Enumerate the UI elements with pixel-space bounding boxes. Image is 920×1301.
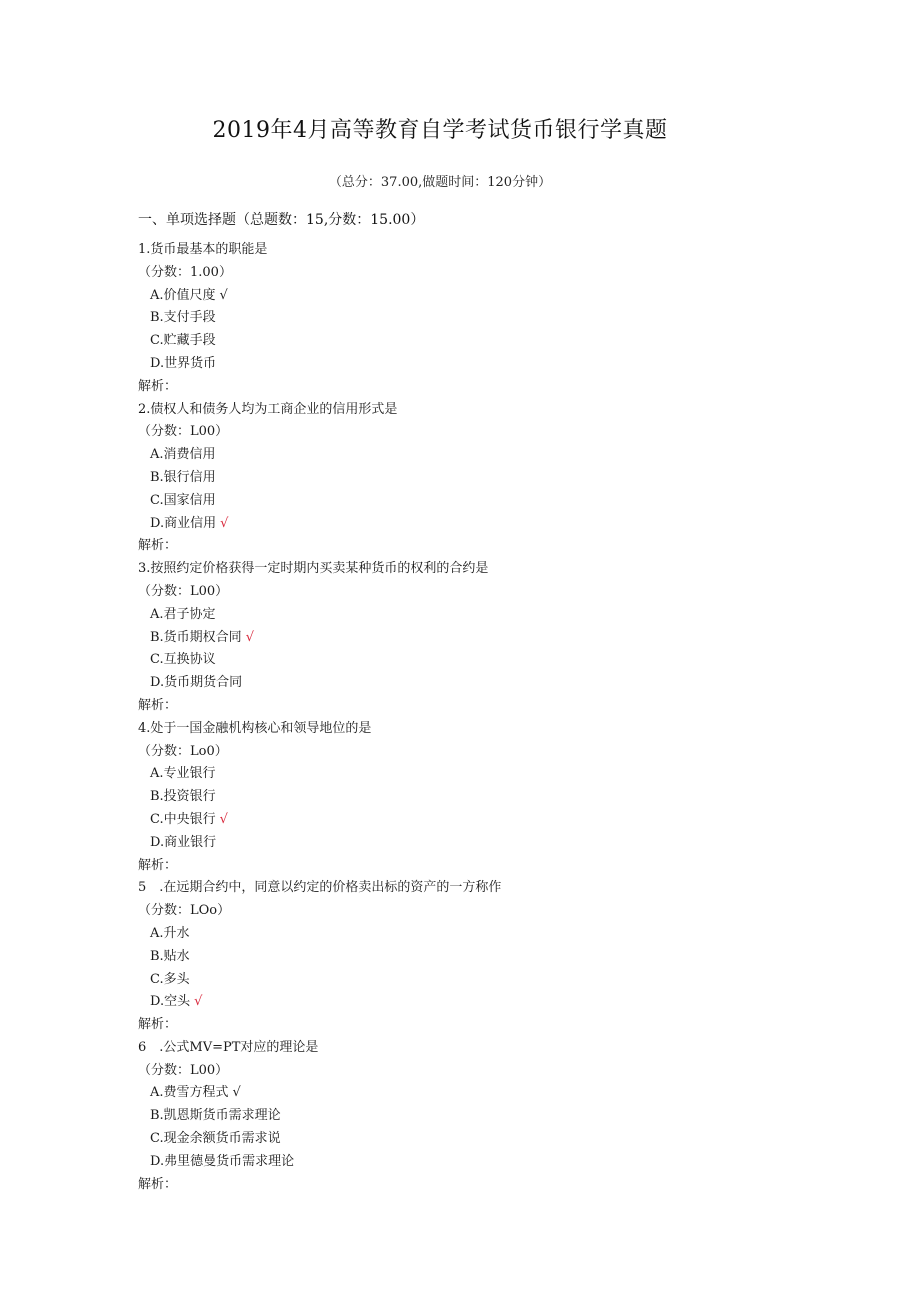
option-text: B.投资银行: [150, 789, 216, 805]
option-text: A.升水: [150, 925, 190, 941]
option-text: D.货币期货合同: [150, 675, 243, 691]
answer-option: [138, 353, 838, 376]
analysis-label: 解析：: [138, 538, 178, 554]
answer-option: [138, 1128, 838, 1151]
option-text: C.多头: [150, 971, 190, 987]
option-text: B.银行信用: [150, 469, 216, 485]
answer-option: [138, 1105, 838, 1128]
question-stem: 1.货币最基本的职能是: [138, 242, 268, 257]
question-stem: 2.债权人和债务人均为工商企业的信用形式是: [138, 401, 398, 417]
question-score: （分数：1.00）: [138, 264, 232, 280]
answer-option: [138, 991, 838, 1014]
answer-option: [138, 923, 838, 946]
option-text: D.商业银行: [150, 834, 217, 850]
option-text: B.贴水: [150, 948, 190, 964]
question-list: [138, 239, 838, 1196]
option-text: C.贮藏手段: [150, 333, 216, 349]
answer-option: [138, 1082, 838, 1105]
analysis-label: 解析：: [138, 1017, 178, 1033]
answer-option: [138, 672, 838, 695]
checkmark-icon: √: [220, 515, 229, 531]
option-text: C.中央银行: [150, 811, 216, 827]
answer-option: [138, 832, 838, 855]
answer-option: [138, 649, 838, 672]
answer-option: [138, 1151, 838, 1174]
question-stem: 6 .公式MV=PT对应的理论是: [138, 1039, 319, 1055]
question-score: （分数：Lo0）: [138, 743, 228, 759]
option-text: C.现金余额货币需求说: [150, 1131, 281, 1147]
question-stem: 4.处于一国金融机构核心和领导地位的是: [138, 720, 372, 736]
answer-option: [138, 467, 838, 490]
analysis-label: 解析：: [138, 1176, 178, 1192]
answer-option: [138, 307, 838, 330]
answer-option: [138, 809, 838, 832]
option-text: A.君子协定: [150, 606, 216, 622]
question-score: （分数：LOo）: [138, 903, 231, 919]
option-text: A.费雪方程式: [150, 1085, 229, 1101]
option-text: B.货币期权合同: [150, 629, 242, 645]
question-3: [138, 558, 838, 718]
option-text: C.国家信用: [150, 492, 216, 508]
answer-option: [138, 763, 838, 786]
question-score: （分数：L00）: [138, 1062, 229, 1078]
answer-option: [138, 330, 838, 353]
checkmark-icon: √: [219, 811, 228, 827]
answer-option: [138, 969, 838, 992]
checkmark-icon: √: [219, 287, 228, 303]
question-stem: 5 .在远期合约中，同意以约定的价格卖出标的资产的一方称作: [138, 880, 502, 896]
checkmark-icon: √: [194, 994, 203, 1010]
analysis-label: 解析：: [138, 857, 178, 873]
answer-option: [138, 285, 838, 308]
checkmark-icon: √: [245, 629, 254, 645]
question-5: [138, 877, 838, 1037]
answer-option: [138, 604, 838, 627]
option-text: D.世界货币: [150, 355, 217, 371]
option-text: B.支付手段: [150, 310, 216, 326]
option-text: A.专业银行: [150, 766, 216, 782]
question-6: [138, 1037, 838, 1197]
question-stem: 3.按照约定价格获得一定时期内买卖某种货币的权利的合约是: [138, 561, 489, 577]
option-text: D.商业信用: [150, 515, 217, 531]
analysis-label: 解析：: [138, 378, 178, 394]
option-text: B.凯恩斯货币需求理论: [150, 1108, 281, 1124]
question-1: [138, 239, 838, 399]
page-title: 2019年4月高等教育自学考试货币银行学真题: [212, 118, 668, 143]
answer-option: [138, 946, 838, 969]
question-2: [138, 399, 838, 559]
answer-option: [138, 490, 838, 513]
option-text: A.消费信用: [150, 447, 216, 463]
analysis-label: 解析：: [138, 697, 178, 713]
question-score: （分数：L00）: [138, 424, 229, 440]
option-text: A.价值尺度: [150, 287, 216, 303]
exam-summary: （总分：37.00,做题时间：120分钟）: [328, 175, 552, 190]
option-text: C.互换协议: [150, 652, 216, 668]
answer-option: [138, 513, 838, 536]
answer-option: [138, 786, 838, 809]
answer-option: [138, 627, 838, 650]
section-heading: 一、单项选择题（总题数：15,分数：15.00）: [138, 212, 425, 228]
option-text: D.空头: [150, 994, 191, 1010]
option-text: D.弗里德曼货币需求理论: [150, 1153, 295, 1169]
checkmark-icon: √: [232, 1085, 241, 1101]
answer-option: [138, 444, 838, 467]
question-4: [138, 718, 838, 878]
question-score: （分数：L00）: [138, 583, 229, 599]
